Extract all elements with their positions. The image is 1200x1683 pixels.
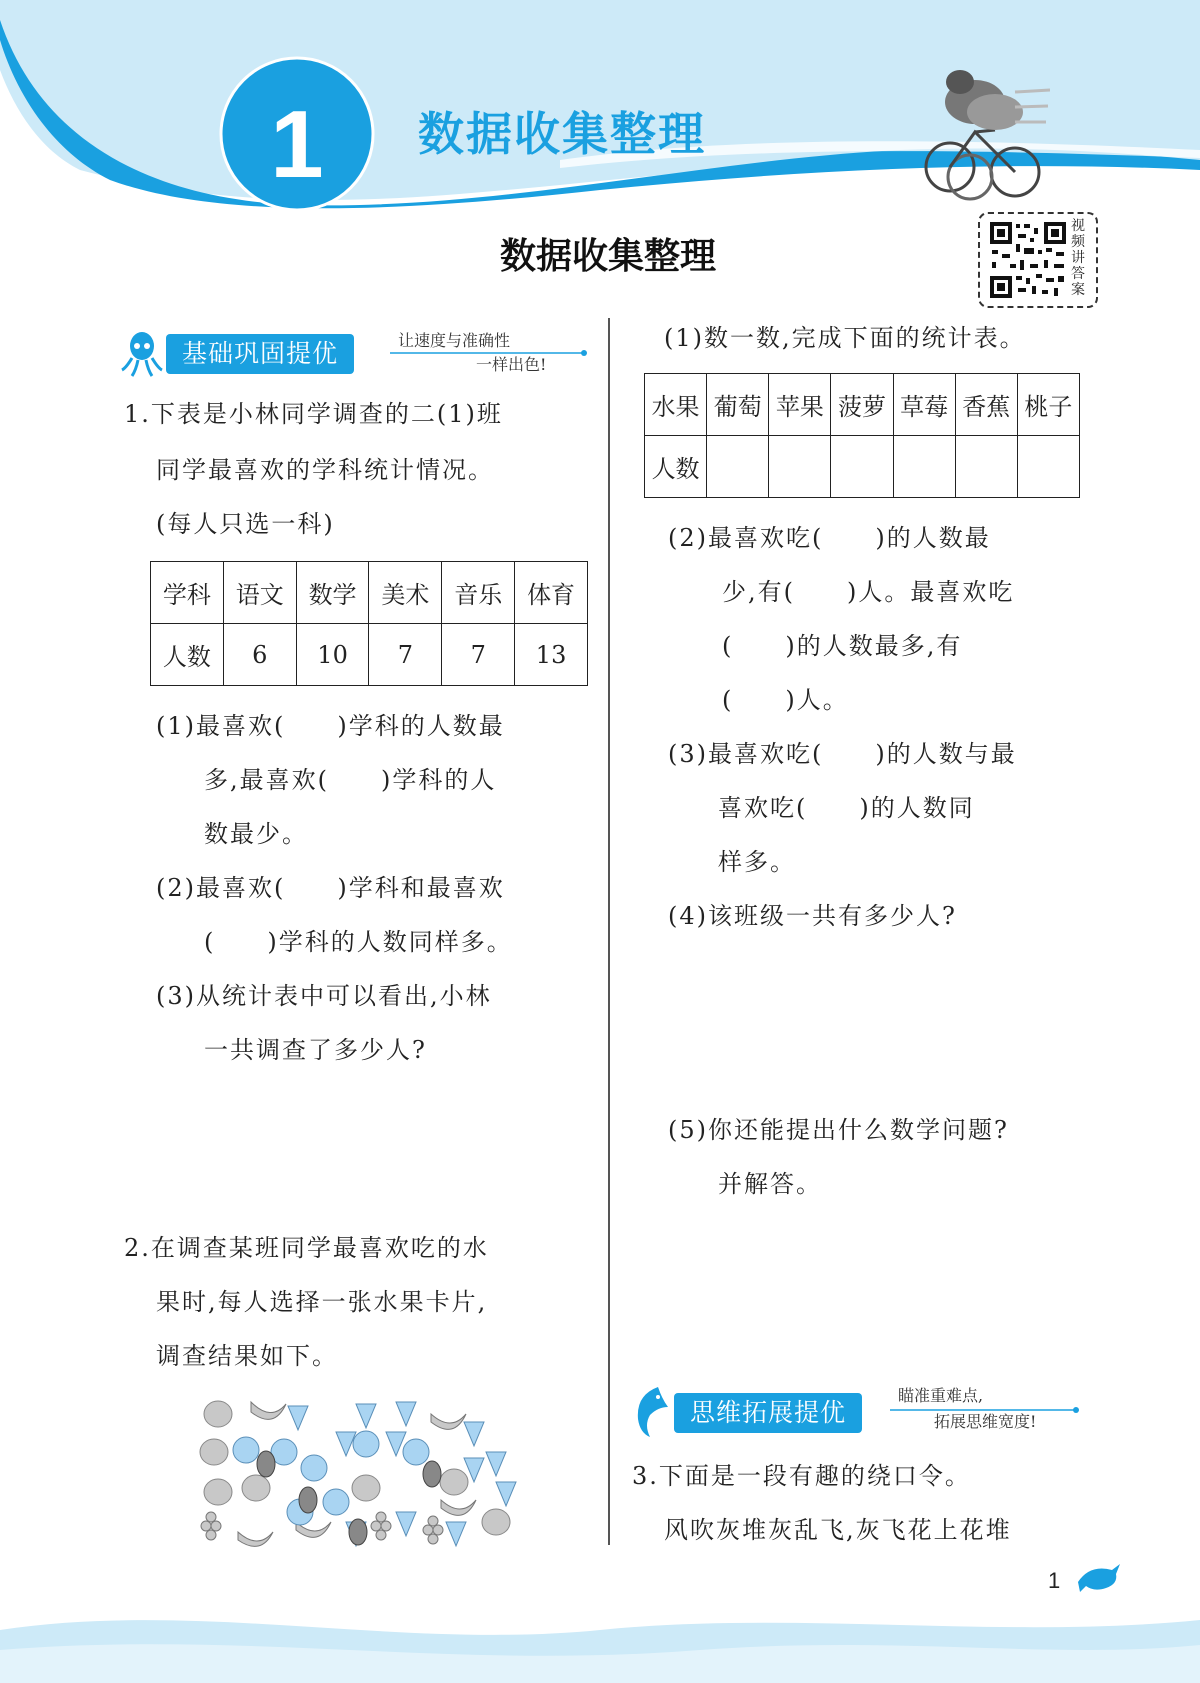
q1-sub1-line3: 数最少。 (204, 820, 308, 848)
q2-sub2-line3: ( )的人数最多,有 (722, 632, 963, 660)
q2-sub3-line3: 样多。 (718, 848, 796, 876)
q2-sub2-line1: (2)最喜欢吃( )的人数最 (668, 524, 991, 552)
table-cell: 数学 (296, 562, 369, 624)
unit-title: 数据收集整理 (418, 107, 706, 161)
table-cell: 7 (369, 624, 442, 686)
q2-sub3-line2: 喜欢吃( )的人数同 (718, 794, 975, 822)
section-banner-extend-sub1: 瞄准重难点, (898, 1386, 984, 1405)
qr-label: 视频讲答案 (1071, 218, 1085, 298)
unit-number: 1 (270, 91, 324, 198)
table-cell: 音乐 (442, 562, 515, 624)
qr-code-icon (988, 220, 1068, 300)
page-title: 数据收集整理 (499, 236, 716, 277)
table-cell: 美术 (369, 562, 442, 624)
table-cell-blank[interactable] (1017, 436, 1079, 498)
q1-sub1-line1: (1)最喜欢( )学科的人数最 (156, 712, 505, 740)
table-cell: 草莓 (893, 374, 955, 436)
section-banner-basic (120, 331, 590, 374)
table-row (645, 436, 1080, 498)
q1-line1: 1.下表是小林同学调查的二(1)班 (124, 400, 503, 428)
table-cell: 人数 (151, 624, 224, 686)
q2-sub2-line2: 少,有( )人。最喜欢吃 (722, 578, 1015, 606)
subject-table (150, 561, 588, 686)
page-number: 1 (1048, 1568, 1061, 1593)
table-cell-blank[interactable] (893, 436, 955, 498)
table-row (151, 624, 588, 686)
section-banner-basic-sub1: 让速度与准确性 (398, 331, 511, 350)
table-cell: 语文 (223, 562, 296, 624)
dolphin-footer-icon (1076, 1560, 1122, 1596)
q2-sub5-line1: (5)你还能提出什么数学问题? (668, 1116, 1009, 1144)
q2-line3: 调查结果如下。 (156, 1342, 338, 1370)
banner-underline (390, 348, 590, 358)
table-cell: 香蕉 (955, 374, 1017, 436)
section-banner-extend (628, 1386, 1088, 1433)
q1-line3: (每人只选一科) (156, 510, 335, 538)
column-divider (608, 318, 610, 1545)
table-cell: 体育 (515, 562, 588, 624)
q2-sub3-line1: (3)最喜欢吃( )的人数与最 (668, 740, 1017, 768)
q1-sub3-line1: (3)从统计表中可以看出,小林 (156, 982, 492, 1010)
table-cell: 10 (296, 624, 369, 686)
q1-sub3-line2: 一共调查了多少人? (204, 1036, 427, 1064)
q3-line1: 3.下面是一段有趣的绕口令。 (632, 1462, 971, 1490)
section-banner-extend-label: 思维拓展提优 (674, 1393, 862, 1433)
dolphin-icon (628, 1385, 672, 1439)
table-row (645, 374, 1080, 436)
q2-sub2-line4: ( )人。 (722, 686, 849, 714)
table-cell-blank[interactable] (769, 436, 831, 498)
table-cell: 葡萄 (707, 374, 769, 436)
q1-sub2-line2: ( )学科的人数同样多。 (204, 928, 513, 956)
banner-underline (890, 1405, 1090, 1415)
peach-icon (200, 1401, 510, 1535)
section-banner-basic-label: 基础巩固提优 (166, 334, 354, 374)
table-cell: 苹果 (769, 374, 831, 436)
table-cell: 人数 (645, 436, 707, 498)
q1-line2: 同学最喜欢的学科统计情况。 (156, 456, 494, 484)
q2-line2: 果时,每人选择一张水果卡片, (156, 1288, 488, 1316)
q1-sub2-line1: (2)最喜欢( )学科和最喜欢 (156, 874, 505, 902)
q2-sub1: (1)数一数,完成下面的统计表。 (664, 324, 1026, 352)
q2-sub4: (4)该班级一共有多少人? (668, 902, 957, 930)
table-cell: 6 (223, 624, 296, 686)
table-cell-blank[interactable] (831, 436, 893, 498)
footer-wave (0, 1590, 1200, 1683)
cyclist-illustration (920, 62, 1050, 212)
table-cell: 菠萝 (831, 374, 893, 436)
section-banner-basic-sub2: 一样出色! (476, 355, 547, 374)
table-cell-blank[interactable] (707, 436, 769, 498)
table-cell: 学科 (151, 562, 224, 624)
fruit-table (644, 373, 1080, 498)
q3-line2: 风吹灰堆灰乱飞,灰飞花上花堆 (664, 1516, 1012, 1544)
table-cell: 桃子 (1017, 374, 1079, 436)
table-cell-blank[interactable] (955, 436, 1017, 498)
section-banner-extend-sub2: 拓展思维宽度! (934, 1412, 1037, 1431)
q1-sub1-line2: 多,最喜欢( )学科的人 (204, 766, 497, 794)
table-cell: 水果 (645, 374, 707, 436)
q2-sub5-line2: 并解答。 (718, 1170, 822, 1198)
table-cell: 7 (442, 624, 515, 686)
q2-line1: 2.在调查某班同学最喜欢吃的水 (124, 1234, 489, 1262)
squid-icon (120, 330, 164, 378)
table-row (151, 562, 588, 624)
fruit-cards-illustration (196, 1392, 546, 1552)
table-cell: 13 (515, 624, 588, 686)
